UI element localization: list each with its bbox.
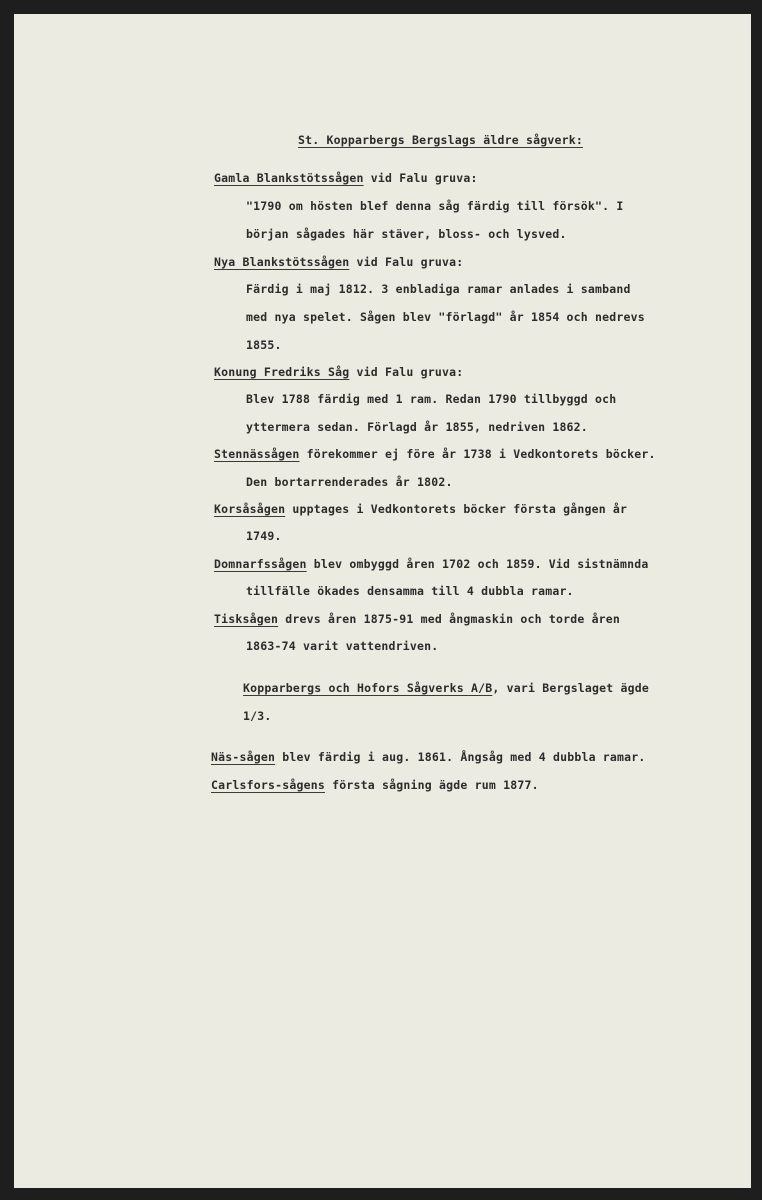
- entry-heading: [214, 449, 656, 461]
- entry-line: 1855.: [246, 338, 282, 352]
- entry-heading-rest: första sågning ägde rum 1877.: [324, 778, 539, 792]
- sawmill-name: Domnarfssågen: [214, 557, 307, 571]
- entry-line: Blev 1788 färdig med 1 ram. Redan 1790 tillbyggd och: [246, 392, 617, 406]
- entry-heading: [214, 559, 649, 571]
- entry-heading: [214, 504, 627, 516]
- entry-line: Den bortarrenderades år 1802.: [246, 475, 453, 489]
- entry-heading: [211, 780, 539, 792]
- entry-line: 1863-74 varit vattendriven.: [246, 639, 439, 653]
- entry-heading-rest: drevs åren 1875-91 med ångmaskin och torde åren: [278, 612, 621, 626]
- entry-heading: [243, 683, 649, 695]
- entry-heading-rest: vid Falu gruva:: [349, 365, 464, 379]
- entry-heading: [214, 173, 478, 185]
- document-page: [14, 14, 751, 1188]
- sawmill-name: Stennässågen: [214, 447, 300, 461]
- entry-heading-rest: , vari Bergslaget ägde: [492, 681, 650, 695]
- sawmill-name: Korsåsågen: [214, 502, 286, 516]
- sawmill-name: Tisksågen: [214, 612, 279, 626]
- entry-line: "1790 om hösten blef denna såg färdig till försök". I: [246, 199, 624, 213]
- document-title: St. Kopparbergs Bergslags äldre sågverk:: [298, 133, 583, 147]
- entry-line: 1/3.: [243, 709, 272, 723]
- entry-heading-rest: upptages i Vedkontorets böcker första gången år: [285, 502, 628, 516]
- entry-line: Färdig i maj 1812. 3 enbladiga ramar anlades i samband: [246, 282, 631, 296]
- sawmill-name: Nya Blankstötssågen: [214, 255, 350, 269]
- entry-line: med nya spelet. Sågen blev "förlagd" år 1854 och nedrevs: [246, 310, 645, 324]
- entry-heading: [211, 752, 646, 764]
- sawmill-name: Kopparbergs och Hofors Sågverks A/B: [243, 681, 493, 695]
- entry-heading: [214, 614, 620, 626]
- entry-line: 1749.: [246, 529, 282, 543]
- entry-heading-rest: blev ombyggd åren 1702 och 1859. Vid sistnämnda: [306, 557, 649, 571]
- entry-heading-rest: vid Falu gruva:: [363, 171, 478, 185]
- entry-line: tillfälle ökades densamma till 4 dubbla ramar.: [246, 584, 574, 598]
- sawmill-name: Gamla Blankstötssågen: [214, 171, 364, 185]
- entry-heading: [214, 257, 463, 269]
- sawmill-name: Carlsfors-sågens: [211, 778, 325, 792]
- entry-line: början sågades här stäver, bloss- och lysved.: [246, 227, 567, 241]
- entry-heading-rest: vid Falu gruva:: [349, 255, 464, 269]
- sawmill-name: Näs-sågen: [211, 750, 276, 764]
- entry-heading-rest: blev färdig i aug. 1861. Ångsåg med 4 dubbla ramar.: [275, 750, 646, 764]
- entry-heading: [214, 367, 463, 379]
- entry-line: yttermera sedan. Förlagd år 1855, nedriven 1862.: [246, 420, 588, 434]
- entry-heading-rest: förekommer ej före år 1738 i Vedkontorets böcker.: [299, 447, 656, 461]
- sawmill-name: Konung Fredriks Såg: [214, 365, 350, 379]
